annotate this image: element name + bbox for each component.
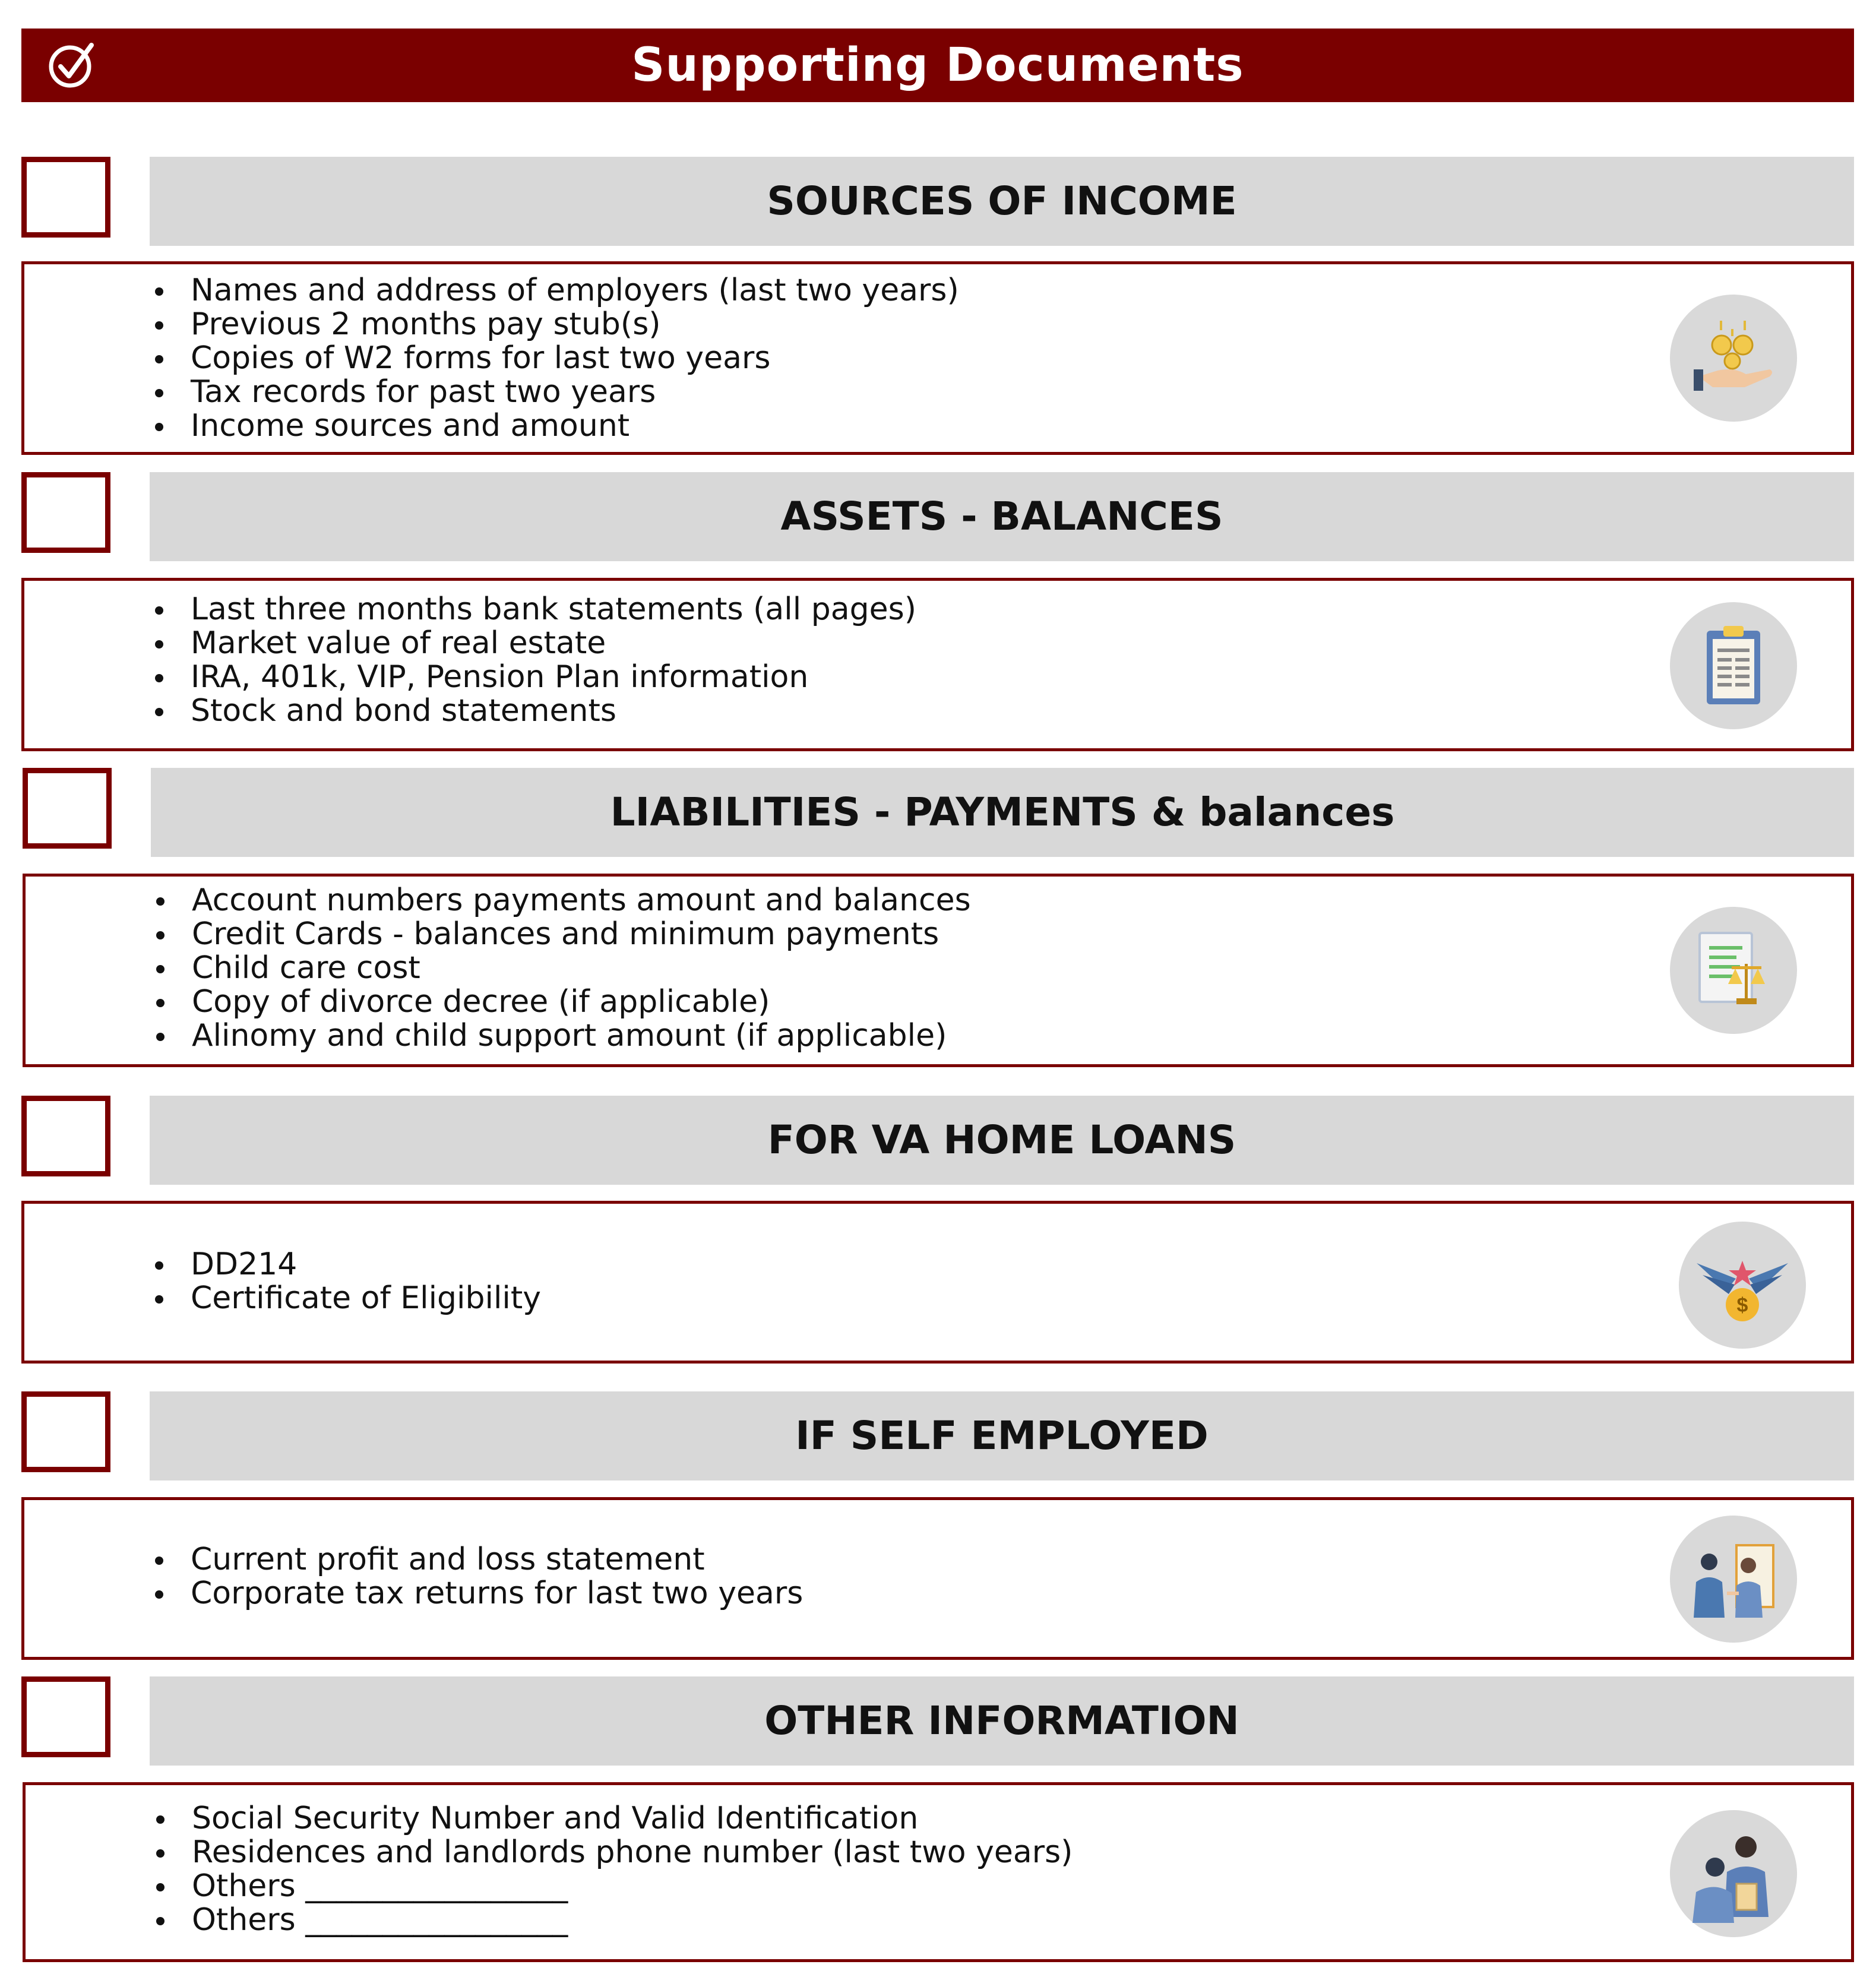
list-item: Alinomy and child support amount (if applicable) bbox=[156, 1019, 971, 1053]
svg-text:$: $ bbox=[1736, 1294, 1748, 1317]
list-item: Last three months bank statements (all pages) bbox=[155, 593, 916, 627]
list-item: Others _________________ bbox=[156, 1869, 1073, 1903]
checkbox-liabilities[interactable] bbox=[23, 768, 112, 849]
list-item: Credit Cards - balances and minimum payments bbox=[156, 918, 971, 951]
item-list bbox=[155, 274, 959, 443]
section-heading: IF SELF EMPLOYED bbox=[150, 1391, 1854, 1480]
section-heading: OTHER INFORMATION bbox=[150, 1676, 1854, 1766]
list-item: IRA, 401k, VIP, Pension Plan information bbox=[155, 660, 916, 694]
list-item: Market value of real estate bbox=[155, 627, 916, 660]
document-scale-icon bbox=[1670, 907, 1797, 1034]
list-item: Certificate of Eligibility bbox=[155, 1282, 541, 1315]
item-list bbox=[155, 1248, 541, 1315]
business-presentation-icon bbox=[1670, 1516, 1797, 1643]
page-title: Supporting Documents bbox=[631, 39, 1244, 92]
section-heading: SOURCES OF INCOME bbox=[150, 157, 1854, 246]
list-item: Current profit and loss statement bbox=[155, 1543, 803, 1577]
section-heading: ASSETS - BALANCES bbox=[150, 472, 1854, 561]
military-eagle-dollar-icon bbox=[1679, 1222, 1806, 1349]
list-item: Stock and bond statements bbox=[155, 694, 916, 728]
list-item: Previous 2 months pay stub(s) bbox=[155, 308, 959, 341]
list-item: Others _________________ bbox=[156, 1903, 1073, 1937]
list-item: Copy of divorce decree (if applicable) bbox=[156, 985, 971, 1019]
section-box bbox=[21, 1201, 1854, 1364]
checkbox-va-home-loans[interactable] bbox=[21, 1096, 110, 1176]
section-box bbox=[23, 1782, 1854, 1962]
list-item: Tax records for past two years bbox=[155, 375, 959, 409]
checkbox-other-information[interactable] bbox=[21, 1676, 110, 1757]
section-box bbox=[21, 578, 1854, 751]
section-box bbox=[21, 1497, 1854, 1660]
list-item: Account numbers payments amount and balances bbox=[156, 884, 971, 918]
checkbox-self-employed[interactable] bbox=[21, 1391, 110, 1472]
item-list bbox=[155, 1543, 803, 1611]
checkbox-assets-balances[interactable] bbox=[21, 472, 110, 553]
clipboard-icon bbox=[1670, 602, 1797, 729]
list-item: Child care cost bbox=[156, 951, 971, 985]
income-hand-coins-icon bbox=[1670, 295, 1797, 422]
people-meeting-icon bbox=[1670, 1810, 1797, 1937]
section-box bbox=[21, 261, 1854, 455]
item-list bbox=[156, 884, 971, 1053]
section-box bbox=[23, 874, 1854, 1067]
list-item: Residences and landlords phone number (last two years) bbox=[156, 1836, 1073, 1869]
section-heading: FOR VA HOME LOANS bbox=[150, 1096, 1854, 1185]
list-item: Copies of W2 forms for last two years bbox=[155, 341, 959, 375]
list-item: Social Security Number and Valid Identification bbox=[156, 1802, 1073, 1836]
section-heading: LIABILITIES - PAYMENTS & balances bbox=[151, 768, 1854, 857]
list-item: Income sources and amount bbox=[155, 409, 959, 443]
item-list bbox=[156, 1802, 1073, 1937]
item-list bbox=[155, 593, 916, 728]
list-item: Corporate tax returns for last two years bbox=[155, 1577, 803, 1611]
title-bar bbox=[21, 29, 1854, 102]
checkbox-sources-of-income[interactable] bbox=[21, 157, 110, 238]
list-item: Names and address of employers (last two years) bbox=[155, 274, 959, 308]
list-item: DD214 bbox=[155, 1248, 541, 1282]
